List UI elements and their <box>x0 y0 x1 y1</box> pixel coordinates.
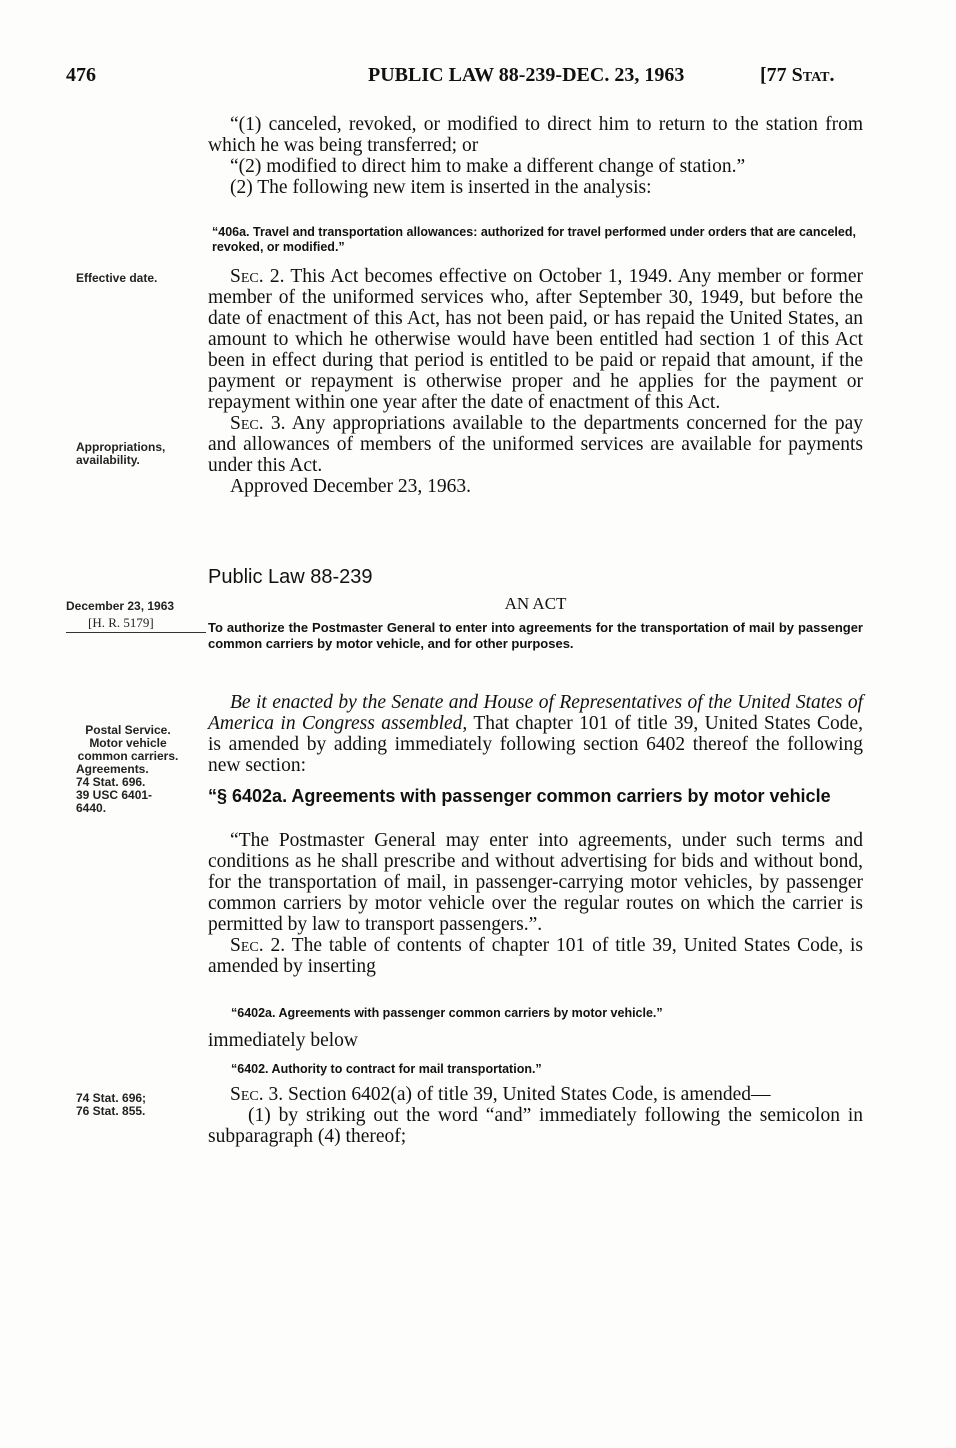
law-section-3-block <box>208 1084 863 1147</box>
law-section-3-text: 3. Section 6402(a) of title 39, United States Code, is amended— <box>268 1084 771 1105</box>
analysis-item: “406a. Travel and transportation allowances: authorized for travel performed under orders that are canceled, revoked, or modified.” <box>212 225 856 254</box>
enacting-block <box>208 692 863 776</box>
section-3 <box>208 413 863 476</box>
margin-postal-line-7: 6440. <box>76 801 107 815</box>
continuation-block <box>208 114 863 198</box>
margin-stat-line-2: 76 Stat. 855. <box>76 1104 146 1118</box>
immediately-below: immediately below <box>208 1030 359 1051</box>
margin-postal-service <box>76 724 180 763</box>
section-text: “The Postmaster General may enter into agreements, under such terms and conditions as he shall prescribe and without advertising for bids and without bond, for the transportation of mail, in passenger-carrying motor vehicles, by passenger common carriers by motor vehicle over the regular routes on which the carrier is permitted by law to transport passengers.”. <box>208 830 863 935</box>
section-2-lead: Sec. <box>230 266 264 287</box>
section-2 <box>208 266 863 413</box>
law-section-3-lead: Sec. <box>230 1084 264 1105</box>
margin-stat-refs <box>76 1092 146 1118</box>
law-section-3-item-1: (1) by striking out the word “and” immediately following the semicolon in subparagraph (4) thereof; <box>208 1105 863 1147</box>
item-1: “(1) canceled, revoked, or modified to direct him to return to the station from which he was being transferred; or <box>208 114 863 156</box>
enacting-rest: That chapter 101 of title 39, United States Code, is amended by adding immediately following section 6402 thereof the following new section: <box>208 713 864 776</box>
running-title: PUBLIC LAW 88-239-DEC. 23, 1963 <box>368 64 685 86</box>
margin-date: December 23, 1963 <box>66 599 175 613</box>
margin-appropriations-line-1: Appropriations, <box>76 440 166 454</box>
volume-reference: [77 Stat. <box>760 64 835 86</box>
law-section-2-text: 2. The table of contents of chapter 101 of title 39, United States Code, is amended by inserting <box>208 935 864 977</box>
approved-line: Approved December 23, 1963. <box>230 476 471 497</box>
law-section-3 <box>208 1084 863 1105</box>
margin-appropriations <box>76 441 165 467</box>
section-text-block <box>208 830 863 977</box>
enacting-italic: Be it enacted by the Senate and House of Representatives of the United States of America in Congress assembled, <box>208 692 863 734</box>
item-2: “(2) modified to direct him to make a different change of station.” <box>230 156 746 177</box>
margin-postal-line-1: Postal Service. <box>85 723 171 737</box>
margin-bill-number: [H. R. 5179] <box>88 615 154 630</box>
sections-block <box>208 266 863 497</box>
law-title: Public Law 88-239 <box>208 566 373 588</box>
margin-postal-refs <box>76 763 152 815</box>
margin-postal-line-5: 74 Stat. 696. <box>76 775 146 789</box>
act-heading: AN ACT <box>504 594 567 613</box>
toc-existing: “6402. Authority to contract for mail transportation.” <box>231 1062 542 1076</box>
section-3-lead: Sec. <box>230 413 264 434</box>
margin-rule <box>66 632 206 633</box>
act-purpose: To authorize the Postmaster General to enter into agreements for the transportation of mail by passenger common carriers by motor vehicle, and for other purposes. <box>208 620 863 651</box>
margin-postal-line-3: common carriers. <box>77 749 179 763</box>
margin-stat-line-1: 74 Stat. 696; <box>76 1091 147 1105</box>
section-3-text: 3. Any appropriations available to the departments concerned for the pay and allowances of members of the uniformed services are available for payments under this Act. <box>208 413 864 476</box>
page-number: 476 <box>66 64 96 86</box>
section-2-text: 2. This Act becomes effective on October 1, 1949. Any member or former member of the uniformed services who, after September 30, 1949, but before the date of enactment of this Act, has not been paid, or has repaid the United States, an amount to which he otherwise would have been entitled had section 1 of this Act been in effect during that period is entitled to be paid or repaid that amount, if the payment or repayment is otherwise proper and he applies for the payment or repayment within one year after the date of enactment of this Act. <box>208 266 864 413</box>
enacting-clause <box>208 692 863 776</box>
margin-effective-date: Effective date. <box>76 271 158 285</box>
law-section-2 <box>208 935 863 977</box>
margin-postal-line-6: 39 USC 6401- <box>76 788 153 802</box>
margin-appropriations-line-2: availability. <box>76 453 140 467</box>
margin-postal-line-4: Agreements. <box>76 762 149 776</box>
section-heading: “§ 6402a. Agreements with passenger common carriers by motor vehicle <box>208 786 831 806</box>
law-section-2-lead: Sec. <box>230 935 264 956</box>
margin-postal-line-2: Motor vehicle <box>89 736 167 750</box>
toc-insert: “6402a. Agreements with passenger common carriers by motor vehicle.” <box>231 1006 663 1020</box>
item-3: (2) The following new item is inserted in the analysis: <box>230 177 652 198</box>
